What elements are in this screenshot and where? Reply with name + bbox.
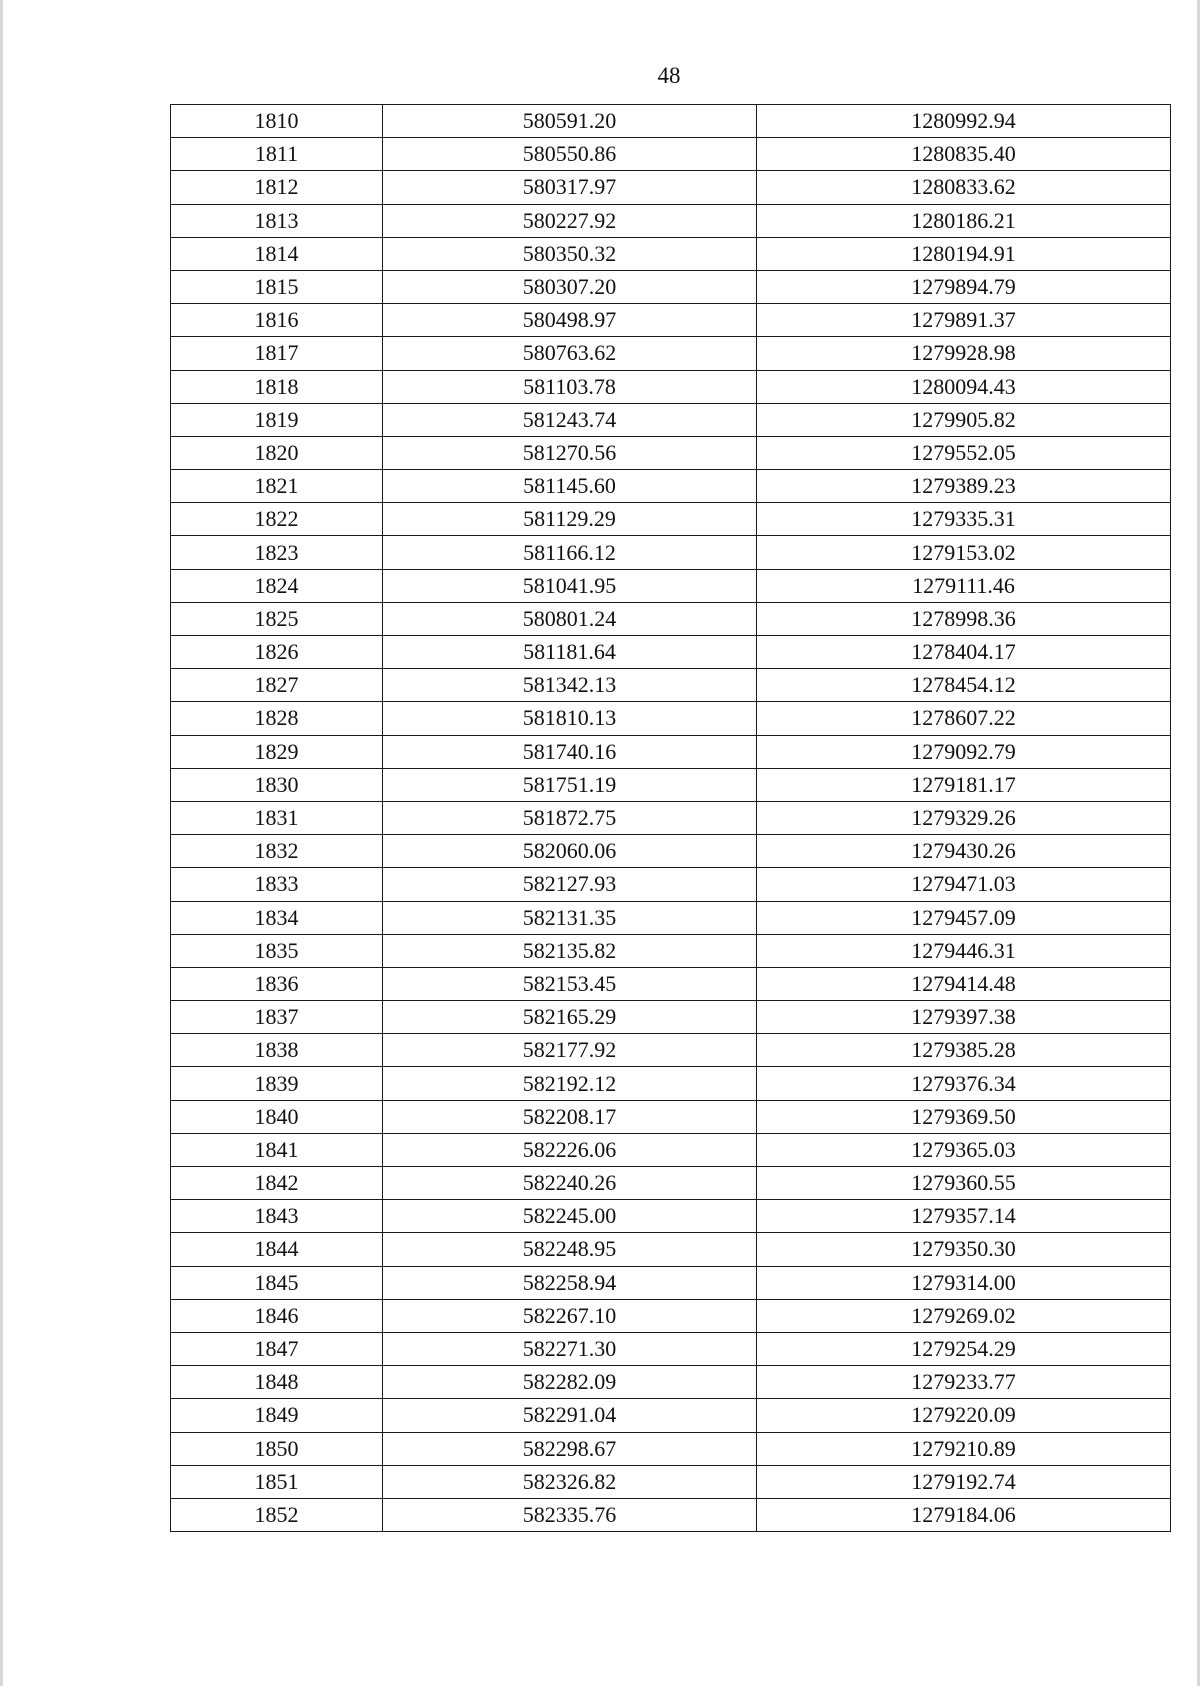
x-coordinate-cell: 582226.06 <box>383 1133 757 1166</box>
x-coordinate-cell: 581129.29 <box>383 503 757 536</box>
x-coordinate-cell: 582245.00 <box>383 1200 757 1233</box>
table-row <box>171 237 1171 270</box>
table-row <box>171 403 1171 436</box>
y-coordinate-cell: 1279220.09 <box>757 1399 1171 1432</box>
point-number-cell: 1816 <box>171 304 383 337</box>
x-coordinate-cell: 581810.13 <box>383 702 757 735</box>
point-number-cell: 1831 <box>171 801 383 834</box>
table-row <box>171 569 1171 602</box>
y-coordinate-cell: 1279357.14 <box>757 1200 1171 1233</box>
y-coordinate-cell: 1279360.55 <box>757 1167 1171 1200</box>
table-row <box>171 868 1171 901</box>
x-coordinate-cell: 582208.17 <box>383 1100 757 1133</box>
point-number-cell: 1839 <box>171 1067 383 1100</box>
point-number-cell: 1849 <box>171 1399 383 1432</box>
x-coordinate-cell: 582127.93 <box>383 868 757 901</box>
x-coordinate-cell: 582060.06 <box>383 835 757 868</box>
point-number-cell: 1850 <box>171 1432 383 1465</box>
point-number-cell: 1848 <box>171 1366 383 1399</box>
table-row <box>171 171 1171 204</box>
coordinates-table <box>170 104 1171 1532</box>
x-coordinate-cell: 581145.60 <box>383 470 757 503</box>
y-coordinate-cell: 1279210.89 <box>757 1432 1171 1465</box>
x-coordinate-cell: 580307.20 <box>383 270 757 303</box>
x-coordinate-cell: 582282.09 <box>383 1366 757 1399</box>
x-coordinate-cell: 581166.12 <box>383 536 757 569</box>
table-row <box>171 801 1171 834</box>
x-coordinate-cell: 582131.35 <box>383 901 757 934</box>
table-row <box>171 1299 1171 1332</box>
table-row <box>171 138 1171 171</box>
x-coordinate-cell: 580317.97 <box>383 171 757 204</box>
y-coordinate-cell: 1279365.03 <box>757 1133 1171 1166</box>
point-number-cell: 1840 <box>171 1100 383 1133</box>
point-number-cell: 1822 <box>171 503 383 536</box>
point-number-cell: 1818 <box>171 370 383 403</box>
table-row <box>171 934 1171 967</box>
table-row <box>171 1266 1171 1299</box>
y-coordinate-cell: 1279457.09 <box>757 901 1171 934</box>
scan-left-edge <box>0 0 3 1686</box>
y-coordinate-cell: 1280094.43 <box>757 370 1171 403</box>
coordinates-table-body <box>171 105 1171 1532</box>
point-number-cell: 1827 <box>171 669 383 702</box>
x-coordinate-cell: 582135.82 <box>383 934 757 967</box>
y-coordinate-cell: 1279233.77 <box>757 1366 1171 1399</box>
y-coordinate-cell: 1279385.28 <box>757 1034 1171 1067</box>
x-coordinate-cell: 580801.24 <box>383 602 757 635</box>
table-row <box>171 835 1171 868</box>
point-number-cell: 1824 <box>171 569 383 602</box>
y-coordinate-cell: 1278454.12 <box>757 669 1171 702</box>
table-row <box>171 669 1171 702</box>
point-number-cell: 1834 <box>171 901 383 934</box>
y-coordinate-cell: 1279335.31 <box>757 503 1171 536</box>
y-coordinate-cell: 1279184.06 <box>757 1498 1171 1531</box>
table-row <box>171 1133 1171 1166</box>
x-coordinate-cell: 582153.45 <box>383 967 757 1000</box>
table-row <box>171 204 1171 237</box>
point-number-cell: 1813 <box>171 204 383 237</box>
point-number-cell: 1845 <box>171 1266 383 1299</box>
point-number-cell: 1832 <box>171 835 383 868</box>
table-row <box>171 1034 1171 1067</box>
y-coordinate-cell: 1279471.03 <box>757 868 1171 901</box>
y-coordinate-cell: 1280186.21 <box>757 204 1171 237</box>
x-coordinate-cell: 582192.12 <box>383 1067 757 1100</box>
x-coordinate-cell: 582335.76 <box>383 1498 757 1531</box>
table-row <box>171 1067 1171 1100</box>
table-row <box>171 1200 1171 1233</box>
point-number-cell: 1819 <box>171 403 383 436</box>
point-number-cell: 1846 <box>171 1299 383 1332</box>
point-number-cell: 1830 <box>171 768 383 801</box>
y-coordinate-cell: 1279894.79 <box>757 270 1171 303</box>
table-row <box>171 536 1171 569</box>
table-row <box>171 304 1171 337</box>
y-coordinate-cell: 1278607.22 <box>757 702 1171 735</box>
table-row <box>171 1498 1171 1531</box>
point-number-cell: 1812 <box>171 171 383 204</box>
x-coordinate-cell: 582326.82 <box>383 1465 757 1498</box>
point-number-cell: 1826 <box>171 636 383 669</box>
point-number-cell: 1810 <box>171 105 383 138</box>
point-number-cell: 1847 <box>171 1332 383 1365</box>
table-row <box>171 1233 1171 1266</box>
table-row <box>171 1167 1171 1200</box>
point-number-cell: 1825 <box>171 602 383 635</box>
table-row <box>171 370 1171 403</box>
table-row <box>171 470 1171 503</box>
table-row <box>171 1399 1171 1432</box>
y-coordinate-cell: 1279552.05 <box>757 436 1171 469</box>
table-row <box>171 1465 1171 1498</box>
x-coordinate-cell: 581041.95 <box>383 569 757 602</box>
point-number-cell: 1821 <box>171 470 383 503</box>
y-coordinate-cell: 1278998.36 <box>757 602 1171 635</box>
y-coordinate-cell: 1279905.82 <box>757 403 1171 436</box>
x-coordinate-cell: 581872.75 <box>383 801 757 834</box>
x-coordinate-cell: 581243.74 <box>383 403 757 436</box>
x-coordinate-cell: 581751.19 <box>383 768 757 801</box>
y-coordinate-cell: 1279192.74 <box>757 1465 1171 1498</box>
y-coordinate-cell: 1279153.02 <box>757 536 1171 569</box>
x-coordinate-cell: 580350.32 <box>383 237 757 270</box>
y-coordinate-cell: 1279092.79 <box>757 735 1171 768</box>
table-row <box>171 436 1171 469</box>
table-row <box>171 1366 1171 1399</box>
x-coordinate-cell: 582271.30 <box>383 1332 757 1365</box>
y-coordinate-cell: 1279928.98 <box>757 337 1171 370</box>
table-row <box>171 105 1171 138</box>
x-coordinate-cell: 580763.62 <box>383 337 757 370</box>
x-coordinate-cell: 582177.92 <box>383 1034 757 1067</box>
point-number-cell: 1836 <box>171 967 383 1000</box>
y-coordinate-cell: 1279254.29 <box>757 1332 1171 1365</box>
point-number-cell: 1823 <box>171 536 383 569</box>
x-coordinate-cell: 582298.67 <box>383 1432 757 1465</box>
y-coordinate-cell: 1279350.30 <box>757 1233 1171 1266</box>
point-number-cell: 1820 <box>171 436 383 469</box>
y-coordinate-cell: 1280194.91 <box>757 237 1171 270</box>
page-number: 48 <box>657 63 681 88</box>
y-coordinate-cell: 1279181.17 <box>757 768 1171 801</box>
y-coordinate-cell: 1280992.94 <box>757 105 1171 138</box>
table-row <box>171 602 1171 635</box>
y-coordinate-cell: 1280833.62 <box>757 171 1171 204</box>
y-coordinate-cell: 1279891.37 <box>757 304 1171 337</box>
point-number-cell: 1828 <box>171 702 383 735</box>
x-coordinate-cell: 581740.16 <box>383 735 757 768</box>
y-coordinate-cell: 1279269.02 <box>757 1299 1171 1332</box>
point-number-cell: 1838 <box>171 1034 383 1067</box>
point-number-cell: 1811 <box>171 138 383 171</box>
y-coordinate-cell: 1279430.26 <box>757 835 1171 868</box>
x-coordinate-cell: 581270.56 <box>383 436 757 469</box>
table-row <box>171 270 1171 303</box>
y-coordinate-cell: 1279314.00 <box>757 1266 1171 1299</box>
table-row <box>171 1432 1171 1465</box>
y-coordinate-cell: 1279389.23 <box>757 470 1171 503</box>
table-row <box>171 735 1171 768</box>
x-coordinate-cell: 582165.29 <box>383 1001 757 1034</box>
point-number-cell: 1852 <box>171 1498 383 1531</box>
point-number-cell: 1851 <box>171 1465 383 1498</box>
point-number-cell: 1829 <box>171 735 383 768</box>
y-coordinate-cell: 1278404.17 <box>757 636 1171 669</box>
table-row <box>171 503 1171 536</box>
point-number-cell: 1837 <box>171 1001 383 1034</box>
x-coordinate-cell: 582291.04 <box>383 1399 757 1432</box>
point-number-cell: 1843 <box>171 1200 383 1233</box>
y-coordinate-cell: 1279111.46 <box>757 569 1171 602</box>
table-row <box>171 337 1171 370</box>
table-row <box>171 636 1171 669</box>
x-coordinate-cell: 582240.26 <box>383 1167 757 1200</box>
point-number-cell: 1817 <box>171 337 383 370</box>
table-row <box>171 1100 1171 1133</box>
point-number-cell: 1844 <box>171 1233 383 1266</box>
x-coordinate-cell: 581342.13 <box>383 669 757 702</box>
point-number-cell: 1841 <box>171 1133 383 1166</box>
x-coordinate-cell: 582267.10 <box>383 1299 757 1332</box>
table-row <box>171 702 1171 735</box>
y-coordinate-cell: 1279369.50 <box>757 1100 1171 1133</box>
y-coordinate-cell: 1280835.40 <box>757 138 1171 171</box>
x-coordinate-cell: 582258.94 <box>383 1266 757 1299</box>
x-coordinate-cell: 580498.97 <box>383 304 757 337</box>
x-coordinate-cell: 581181.64 <box>383 636 757 669</box>
y-coordinate-cell: 1279376.34 <box>757 1067 1171 1100</box>
point-number-cell: 1814 <box>171 237 383 270</box>
table-row <box>171 967 1171 1000</box>
point-number-cell: 1815 <box>171 270 383 303</box>
table-row <box>171 1001 1171 1034</box>
table-row <box>171 901 1171 934</box>
point-number-cell: 1835 <box>171 934 383 967</box>
x-coordinate-cell: 582248.95 <box>383 1233 757 1266</box>
y-coordinate-cell: 1279329.26 <box>757 801 1171 834</box>
y-coordinate-cell: 1279446.31 <box>757 934 1171 967</box>
x-coordinate-cell: 580591.20 <box>383 105 757 138</box>
x-coordinate-cell: 580227.92 <box>383 204 757 237</box>
point-number-cell: 1842 <box>171 1167 383 1200</box>
y-coordinate-cell: 1279397.38 <box>757 1001 1171 1034</box>
table-row <box>171 768 1171 801</box>
x-coordinate-cell: 580550.86 <box>383 138 757 171</box>
y-coordinate-cell: 1279414.48 <box>757 967 1171 1000</box>
point-number-cell: 1833 <box>171 868 383 901</box>
table-row <box>171 1332 1171 1365</box>
x-coordinate-cell: 581103.78 <box>383 370 757 403</box>
